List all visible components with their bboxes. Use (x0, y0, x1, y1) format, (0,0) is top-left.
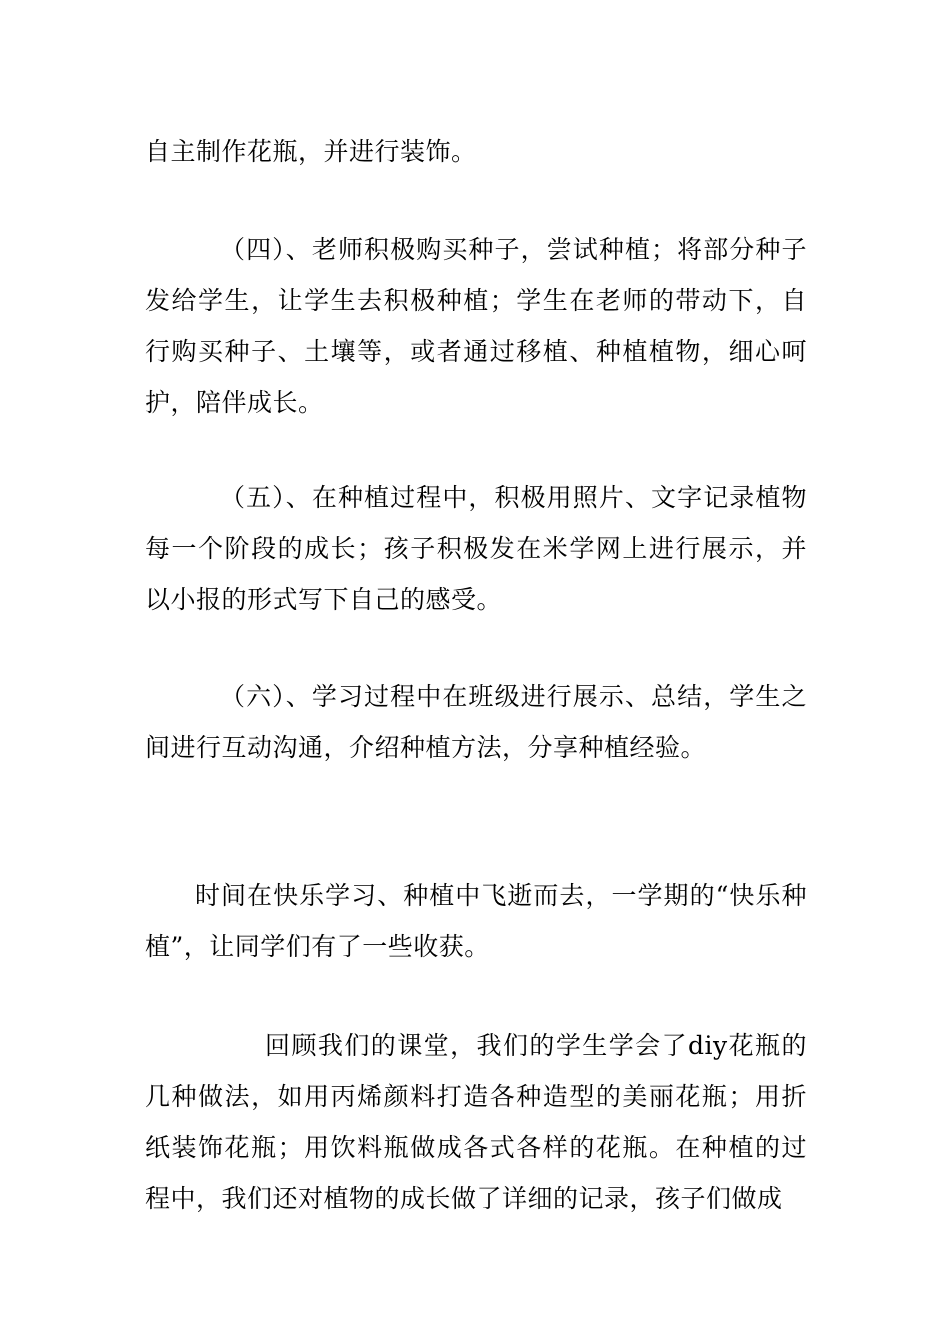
paragraph-step-five: （五）、在种植过程中，积极用照片、文字记录植物每一个阶段的成长；孩子积极发在米学网上进行展示，并以小报的形式写下自己的感受。 (145, 483, 807, 614)
paragraph-step-four: （四）、老师积极购买种子，尝试种植；将部分种子发给学生，让学生去积极种植；学生在老师的带动下，自行购买种子、土壤等，或者通过移植、种植植物，细心呵护，陪伴成长。 (145, 235, 807, 417)
paragraph-vase-making: 自主制作花瓶，并进行装饰。 (145, 137, 477, 166)
paragraph-step-six: （六）、学习过程中在班级进行展示、总结，学生之间进行互动沟通，介绍种植方法，分享种植经验。 (145, 682, 807, 762)
paragraph-semester-summary: 时间在快乐学习、种植中飞逝而去，一学期的“快乐种植”，让同学们有了一些收获。 (145, 881, 807, 961)
paragraph-classroom-review: 回顾我们的课堂，我们的学生学会了diy花瓶的几种做法，如用丙烯颜料打造各种造型的美丽花瓶；用折纸装饰花瓶；用饮料瓶做成各式各样的花瓶。在种植的过程中，我们还对植物的成长做了详细的记录，孩子们做成 (145, 1031, 807, 1213)
